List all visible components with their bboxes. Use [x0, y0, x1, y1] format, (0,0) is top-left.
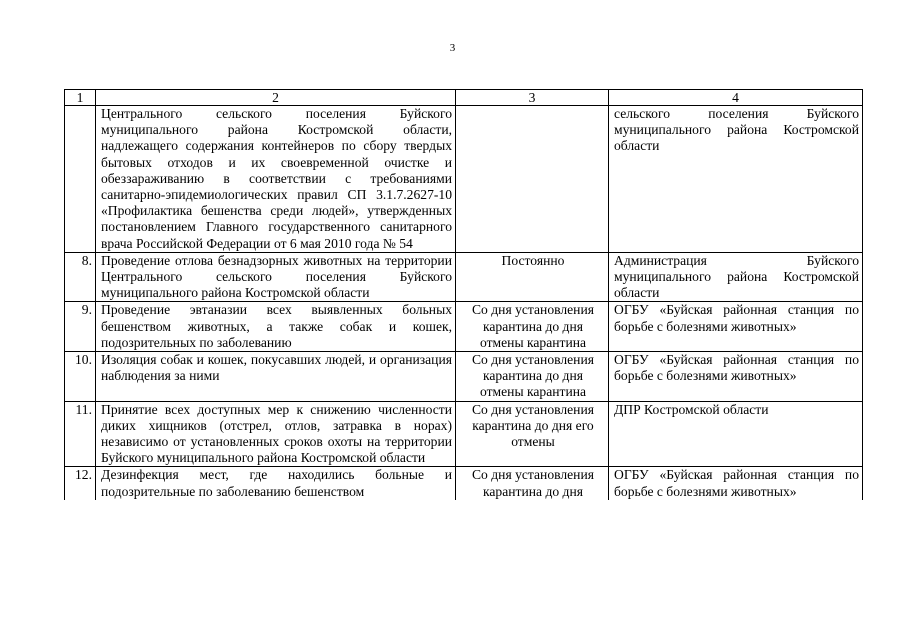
table-body — [65, 106, 863, 500]
term-cell: Постоянно — [456, 252, 609, 302]
row-number — [65, 106, 96, 253]
header-col-2: 2 — [96, 90, 456, 106]
measure-cell: Изоляция собак и кошек, покусавших людей, и организация наблюдения за ними — [96, 352, 456, 402]
term-cell: Со дня установления карантина до дня его отмены — [456, 401, 609, 467]
responsible-cell: сельского поселения Буйского муниципального района Костромской области — [609, 106, 863, 253]
responsible-cell: Администрация Буйского муниципального района Костромской области — [609, 252, 863, 302]
header-col-3: 3 — [456, 90, 609, 106]
table-row — [65, 252, 863, 302]
table-header — [65, 90, 863, 106]
row-number: 8. — [65, 252, 96, 302]
responsible-cell: ОГБУ «Буйская районная станция по борьбе с болезнями животных» — [609, 352, 863, 402]
term-cell: Со дня установления карантина до дня — [456, 467, 609, 500]
row-number: 12. — [65, 467, 96, 500]
header-col-4: 4 — [609, 90, 863, 106]
measure-cell: Принятие всех доступных мер к снижению численности диких хищников (отстрел, отлов, затравка в норах) независимо от установленных сроков охоты на территории Буйского муниципального района Костромской области — [96, 401, 456, 467]
table-row — [65, 401, 863, 467]
term-cell — [456, 106, 609, 253]
term-cell: Со дня установления карантина до дня отмены карантина — [456, 302, 609, 352]
measure-cell: Проведение эвтаназии всех выявленных больных бешенством животных, а также собак и кошек, подозрительных по заболеванию — [96, 302, 456, 352]
table-row — [65, 467, 863, 500]
row-number: 11. — [65, 401, 96, 467]
measures-table — [64, 89, 863, 500]
responsible-cell: ОГБУ «Буйская районная станция по борьбе с болезнями животных» — [609, 302, 863, 352]
row-number: 10. — [65, 352, 96, 402]
responsible-cell: ДПР Костромской области — [609, 401, 863, 467]
table-row — [65, 352, 863, 402]
responsible-cell: ОГБУ «Буйская районная станция по борьбе с болезнями животных» — [609, 467, 863, 500]
table-row — [65, 106, 863, 253]
measure-cell: Дезинфекция мест, где находились больные и подозрительные по заболеванию бешенством — [96, 467, 456, 500]
header-col-1: 1 — [65, 90, 96, 106]
measure-cell: Проведение отлова безнадзорных животных на территории Центрального сельского поселения Буйского муниципального района Костромской области — [96, 252, 456, 302]
term-cell: Со дня установления карантина до дня отмены карантина — [456, 352, 609, 402]
row-number: 9. — [65, 302, 96, 352]
table-row — [65, 302, 863, 352]
measure-cell: Центрального сельского поселения Буйского муниципального района Костромской области, надлежащего содержания контейнеров по сбору твердых бытовых отходов и их своевременной очистке и обеззараживанию в соответствии с требованиями санитарно-эпидемиологических правил СП 3.1.7.2627-10 «Профилактика бешенства среди людей», утвержденных постановлением Главного государственного санитарного врача Российской Федерации от 6 мая 2010 года № 54 — [96, 106, 456, 253]
header-row — [65, 90, 863, 106]
page-number: 3 — [449, 42, 456, 54]
